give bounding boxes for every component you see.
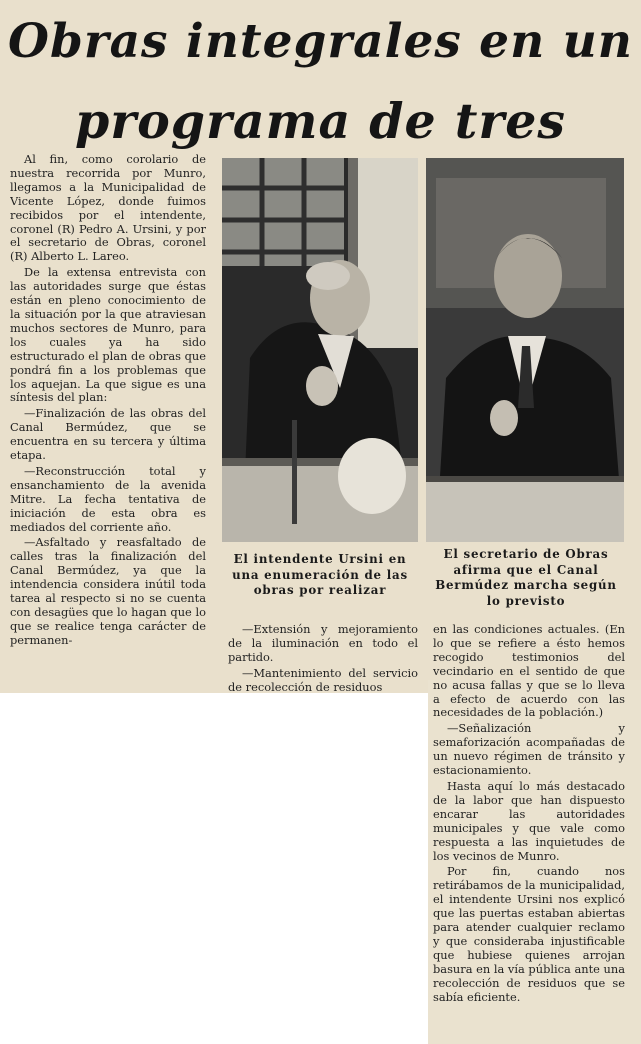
photo-secretario-image	[426, 158, 624, 542]
paragraph: Hasta aquí lo más destacado de la labor que han dispuesto encarar las autoridades municipales y que vale como respuesta a las inquietudes de los vecinos de Munro.	[433, 778, 625, 863]
photo-secretario	[426, 158, 624, 542]
paragraph: —Señalización y semaforización acompañadas de un nuevo régimen de tránsito y estacionamiento.	[433, 721, 625, 778]
paragraph: Por fin, cuando nos retirábamos de la municipalidad, el intendente Ursini nos explicó que las puertas estaban abiertas para atender cualquier reclamo y que consideraba injustificable que hubiese quienes arrojan basura en la vía pública ante una recolección de residuos que se sabía eficiente.	[433, 864, 625, 1004]
paragraph: —Extensión y mejoramiento de la iluminación en todo el partido.	[228, 623, 418, 664]
paragraph: —Asfaltado y reasfaltado de calles tras la finalización del Canal Bermúdez, ya que la intendencia considera inútil toda tarea al respecto si no se cuenta con desagües que lo hagan que lo que se realice tenga carácter de permanen-	[10, 535, 206, 647]
paragraph: —Mantenimiento del servicio de recolección de residuos	[228, 665, 418, 693]
article-right-column	[433, 623, 625, 1043]
article-left-column	[10, 153, 206, 691]
photo-intendente	[222, 158, 418, 542]
paragraph: —Finalización de las obras del Canal Bermúdez, que se encuentra en su tercera y última etapa.	[10, 406, 206, 463]
paragraph: —Reconstrucción total y ensanchamiento de la avenida Mitre. La fecha tentativa de iniciación de esta obra es mediados del corriente año.	[10, 463, 206, 534]
paragraph: en las condiciones actuales. (En lo que se refiere a ésto hemos recogido testimonios del vecindario en el sentido de que no acusa fallas y que se lo lleva a efecto de acuerdo con las necesidades de la población.)	[433, 623, 625, 720]
photo-intendente-image	[222, 158, 418, 542]
headline-line-1: Obras integrales en un	[8, 14, 633, 69]
paragraph: De la extensa entrevista con las autoridades surge que éstas están en pleno conocimiento de la situación por la que atraviesan muchos sectores de Munro, para los cuales ya ha sido estructurado el plan de obras que pondrá fin a los problemas que los aquejan. La que sigue es una síntesis del plan:	[10, 265, 206, 405]
headline-line-2: programa de tres	[75, 92, 566, 150]
photo-caption-left: El intendente Ursini en una enumeración de las obras por realizar	[232, 552, 408, 597]
article-middle-column	[228, 623, 418, 693]
paragraph: Al fin, como corolario de nuestra recorrida por Munro, llegamos a la Municipalidad de Vicente López, donde fuimos recibidos por el intendente, coronel (R) Pedro A. Ursini, y por el secretario de Obras, coronel (R) Alberto L. Lareo.	[10, 153, 206, 264]
photo-caption-right: El secretario de Obras afirma que el Canal Bermúdez marcha según lo previsto	[435, 547, 617, 608]
